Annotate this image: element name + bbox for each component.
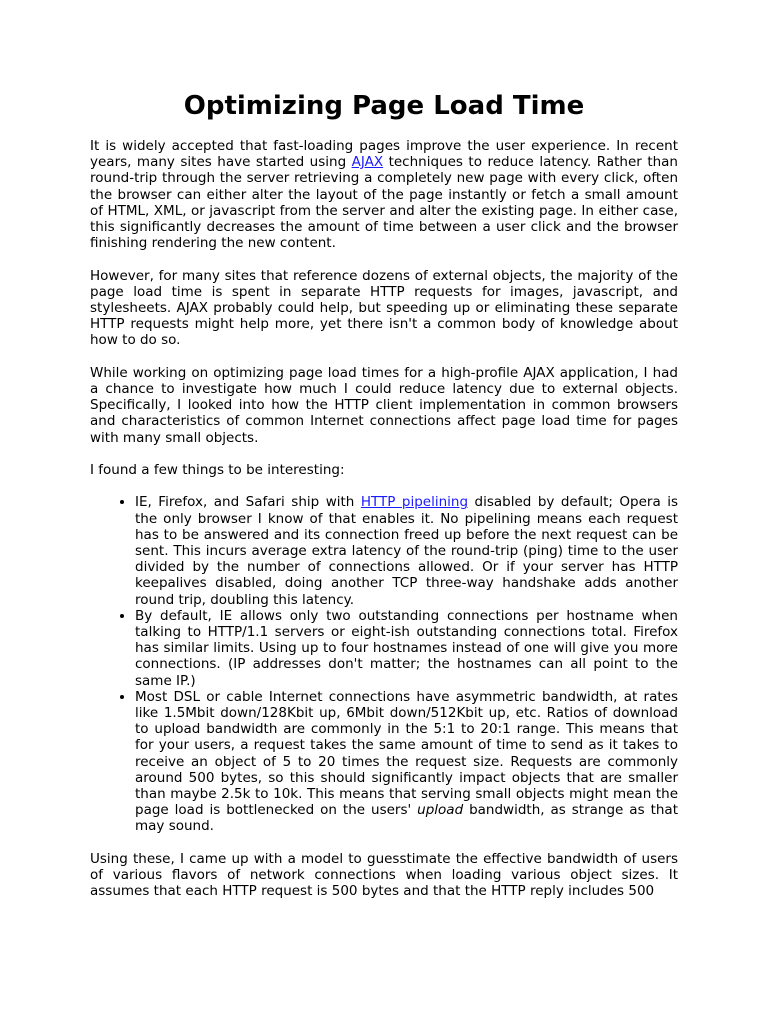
paragraph-text: techniques to reduce latency. Rather than round-trip through the server retrieving a completely new page with every click, often the browser can either alter the layout of the page instantly or fetch a small amount of HTML, XML, or javascript from the server and alter the existing page. In either case, this significantly decreases the amount of time between a user click and the browser finishing rendering the new content. [90,154,678,252]
ajax-link[interactable]: AJAX [351,154,384,171]
list-item-text: bandwidth, as strange as that may sound. [135,802,678,835]
document-body [90,138,678,916]
emphasis-upload: upload [417,802,464,819]
list-item: • By default, IE allows only two outstanding connections per hostname when talking to HTTP/1.1 servers or eight-ish outstanding connections total. Firefox has similar limits. Using up to four hostnames instead of one will give you more connections. (IP addresses don't matter; the hostnames can all point to the same IP.) [135,608,678,689]
page-title: Optimizing Page Load Time [183,91,585,121]
paragraph-findings-intro: I found a few things to be interesting: [90,462,345,479]
list-item-text: disabled by default; Opera is the only browser I know of that enables it. No pipelining means each request has to be answered and its connection freed up before the next request can be sent. This incurs average extra latency of the round-trip (ping) time to the user divided by the number of connections allowed. Or if your server has HTTP keepalives disabled, doing another TCP three-way handshake adds another round trip, doubling this latency. [135,494,679,608]
paragraph-text: It is widely accepted that fast-loading pages improve the user experience. In recent years, many sites have started using [90,138,678,171]
paragraph-external-objects: However, for many sites that reference dozens of external objects, the majority of the page load time is spent in separate HTTP requests for images, javascript, and stylesheets. AJAX probably could help, but speeding up or eliminating these separate HTTP requests might help more, yet there isn't a common body of knowledge about how to do so. [90,267,678,349]
paragraph-investigation: While working on optimizing page load times for a high-profile AJAX application, I had a chance to investigate how much I could reduce latency due to external objects. Specifically, I looked into how the HTTP client implementation in common browsers and characteristics of common Internet connections affect page load time for pages with many small objects. [90,364,678,446]
http-pipelining-link[interactable]: HTTP pipelining [360,494,469,511]
list-item [135,494,678,607]
list-item [135,689,678,835]
list-item-text: Most DSL or cable Internet connections have asymmetric bandwidth, at rates like 1.5Mbit down/128Kbit up, 6Mbit down/512Kbit up, etc. Ratios of download to upload bandwidth are commonly in the 5:1 to 20:1 range. This means that for your users, a request takes the same amount of time to send as it takes to receive an object of 5 to 20 times the request size. Requests are commonly around 500 bytes, so this should significantly impact objects that are smaller than maybe 2.5k to 10k. This means that serving small objects might mean the page load is bottlenecked on the users' [135,688,678,819]
list-item-text: IE, Firefox, and Safari ship with [135,494,361,511]
findings-list [90,494,678,834]
paragraph-model: Using these, I came up with a model to guesstimate the effective bandwidth of users of various flavors of network connections when loading various object sizes. It assumes that each HTTP request is 500 bytes and that the HTTP reply includes 500 [90,850,678,900]
paragraph-intro [90,138,678,251]
